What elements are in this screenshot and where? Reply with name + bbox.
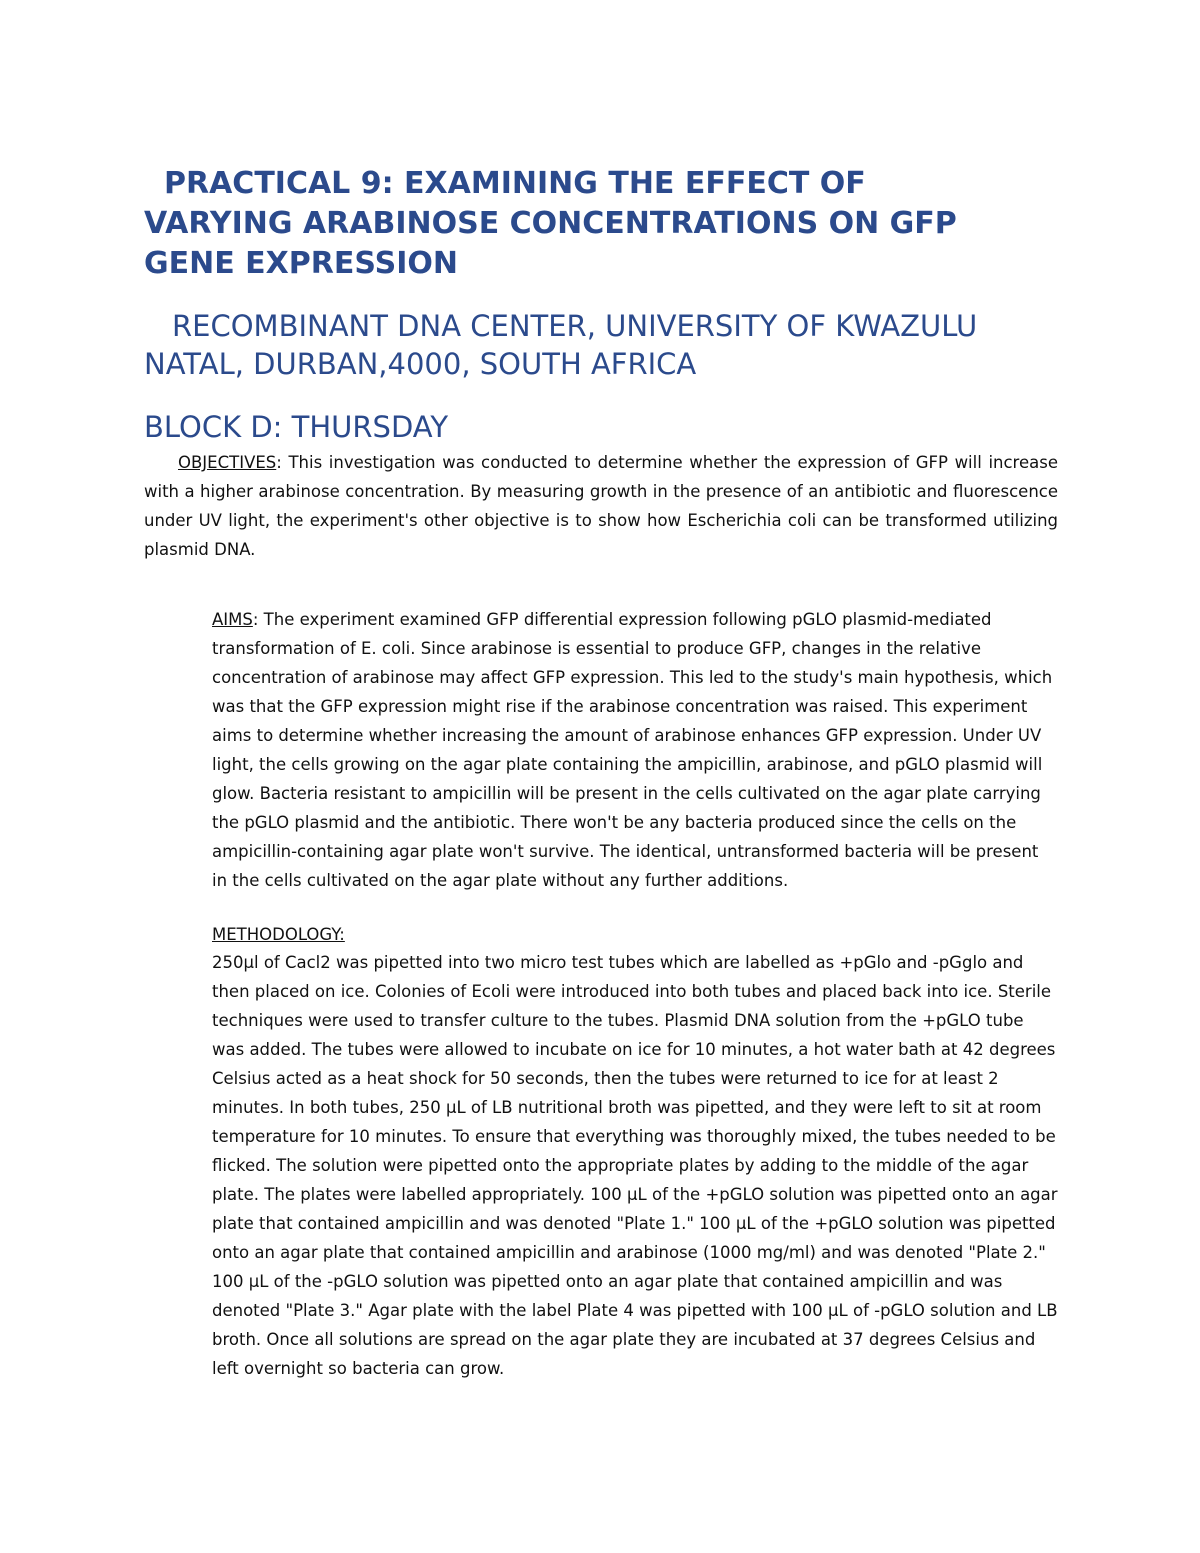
document-title: PRACTICAL 9: EXAMINING THE EFFECT OF VARYING ARABINOSE CONCENTRATIONS ON GFP GENE EXPRESSION: [144, 166, 957, 281]
objectives-text: : This investigation was conducted to determine whether the expression of GFP will increase with a higher arabinose concentration. By measuring growth in the presence of an antibiotic and fluorescence under UV light, the experiment's other objective is to show how Escherichia coli can be transformed utilizing plasmid DNA.: [144, 453, 1058, 559]
objectives-label: OBJECTIVES: [178, 453, 277, 472]
aims-paragraph: [212, 605, 1058, 895]
objectives-paragraph: [144, 448, 1058, 564]
aims-label: AIMS: [212, 610, 253, 629]
aims-text: : The experiment examined GFP differential expression following pGLO plasmid-mediated transformation of E. coli. Since arabinose is essential to produce GFP, changes in the relative concentration of arabinose may affect GFP expression. This led to the study's main hypothesis, which was that the GFP expression might rise if the arabinose concentration was raised. This experiment aims to determine whether increasing the amount of arabinose enhances GFP expression. Under UV light, the cells growing on the agar plate containing the ampicillin, arabinose, and pGLO plasmid will glow. Bacteria resistant to ampicillin will be present in the cells cultivated on the agar plate carrying the pGLO plasmid and the antibiotic. There won't be any bacteria produced since the cells on the ampicillin-containing agar plate won't survive. The identical, untransformed bacteria will be present in the cells cultivated on the agar plate without any further additions.: [212, 610, 1053, 890]
methodology-paragraph: 250µl of Cacl2 was pipetted into two micro test tubes which are labelled as +pGlo and -pGglo and then placed on ice. Colonies of Ecoli were introduced into both tubes and placed back into ice. Sterile techniques were used to transfer culture to the tubes. Plasmid DNA solution from the +pGLO tube was added. The tubes were allowed to incubate on ice for 10 minutes, a hot water bath at 42 degrees Celsius acted as a heat shock for 50 seconds, then the tubes were returned to ice for at least 2 minutes. In both tubes, 250 µL of LB nutritional broth was pipetted, and they were left to sit at room temperature for 10 minutes. To ensure that everything was thoroughly mixed, the tubes needed to be flicked. The solution were pipetted onto the appropriate plates by adding to the middle of the agar plate. The plates were labelled appropriately. 100 µL of the +pGLO solution was pipetted onto an agar plate that contained ampicillin and was denoted "Plate 1." 100 µL of the +pGLO solution was pipetted onto an agar plate that contained ampicillin and arabinose (1000 mg/ml) and was denoted "Plate 2." 100 µL of the -pGLO solution was pipetted onto an agar plate that contained ampicillin and was denoted "Plate 3." Agar plate with the label Plate 4 was pipetted with 100 µL of -pGLO solution and LB broth. Once all solutions are spread on the agar plate they are incubated at 37 degrees Celsius and left overnight so bacteria can grow.: [212, 953, 1058, 1378]
methodology-heading: [212, 920, 612, 949]
methodology-label: METHODOLOGY:: [212, 925, 345, 944]
block-heading: BLOCK D: THURSDAY: [144, 410, 449, 444]
affiliation-heading: RECOMBINANT DNA CENTER, UNIVERSITY OF KWAZULU NATAL, DURBAN,4000, SOUTH AFRICA: [144, 309, 978, 381]
